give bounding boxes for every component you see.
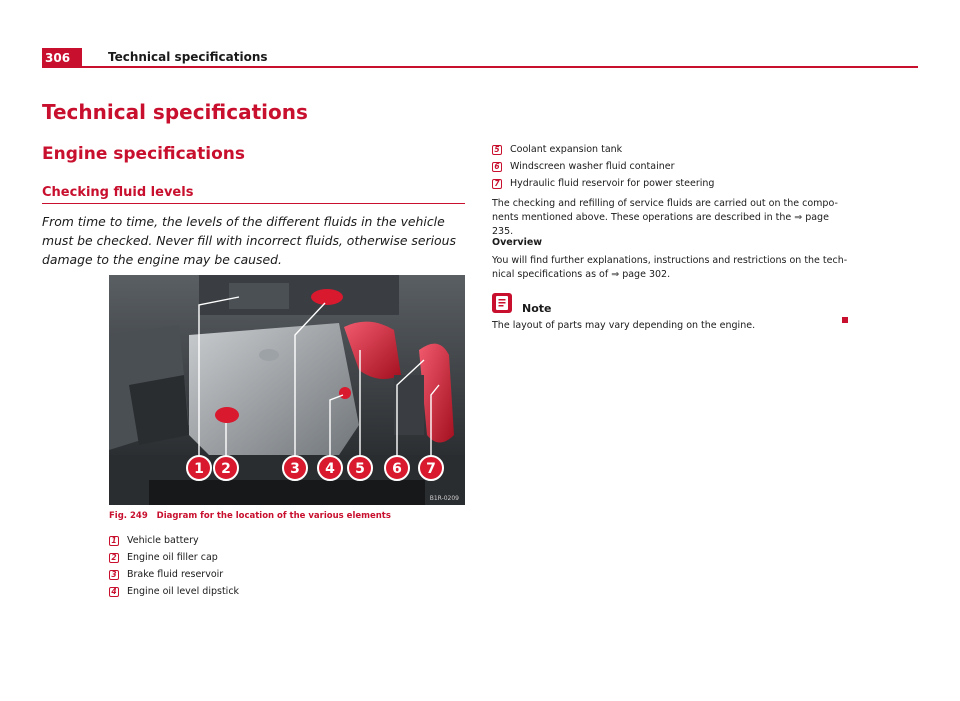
callout-4-label: 4	[325, 461, 335, 477]
caption-label: Fig. 249	[109, 511, 148, 521]
legend-label: Engine oil level dipstick	[127, 586, 240, 597]
engine-bay-figure	[109, 275, 465, 505]
page-number: 306	[42, 48, 82, 68]
legend-label: Hydraulic fluid reservoir for power steering	[510, 178, 715, 189]
legend-label: Vehicle battery	[127, 535, 199, 546]
legend-list-left	[109, 532, 239, 600]
figure-code: B1R-0209	[429, 495, 459, 502]
legend-label: Coolant expansion tank	[510, 144, 623, 155]
subsection-title: Checking fluid levels	[42, 185, 194, 200]
legend-marker: 4	[109, 587, 119, 597]
callout-2-label: 2	[221, 461, 231, 477]
legend-marker: 7	[492, 179, 502, 189]
section-title: Engine specifications	[42, 144, 245, 164]
legend-label: Brake fluid reservoir	[127, 569, 224, 580]
callout-5-label: 5	[355, 461, 365, 477]
callout-7	[419, 456, 443, 480]
legend-marker: 3	[109, 570, 119, 580]
legend-label: Engine oil filler cap	[127, 552, 218, 563]
callout-2	[214, 456, 238, 480]
legend-item	[109, 532, 239, 549]
paragraph-line: The checking and refilling of service fluids are carried out on the compo-	[492, 198, 838, 209]
header-rule	[42, 66, 918, 68]
legend-item	[492, 175, 714, 192]
overview-paragraph	[492, 254, 852, 282]
paragraph-line: nical specifications as of ⇒ page 302.	[492, 269, 671, 280]
legend-item	[492, 158, 714, 175]
legend-list-right	[492, 141, 714, 192]
engine-bay-illustration	[109, 275, 465, 505]
service-fluids-paragraph	[492, 197, 852, 239]
legend-marker: 1	[109, 536, 119, 546]
running-title: Technical specifications	[108, 50, 268, 64]
figure-caption	[109, 511, 391, 521]
paragraph-line: nents mentioned above. These operations are described in the ⇒ page 235.	[492, 212, 829, 237]
callout-3-label: 3	[290, 461, 300, 477]
intro-text: From time to time, the levels of the different fluids in the vehicle must be checked. Never fill with incorrect fluids, otherwise serious damage to the engine may be caused.	[42, 214, 456, 267]
legend-item	[109, 549, 239, 566]
overview-heading: Overview	[492, 237, 543, 248]
paragraph-line: You will find further explanations, instructions and restrictions on the tech-	[492, 255, 848, 266]
legend-label: Windscreen washer fluid container	[510, 161, 675, 172]
callout-6-label: 6	[392, 461, 402, 477]
legend-marker: 2	[109, 553, 119, 563]
note-icon-glyph	[492, 293, 512, 313]
note-label: Note	[522, 302, 552, 315]
note-icon	[492, 293, 512, 313]
legend-item	[492, 141, 714, 158]
legend-marker: 5	[492, 145, 502, 155]
callout-3	[283, 456, 307, 480]
callout-1	[187, 456, 211, 480]
legend-marker: 6	[492, 162, 502, 172]
callout-1-label: 1	[194, 461, 204, 477]
caption-text: Diagram for the location of the various elements	[156, 511, 391, 521]
legend-item	[109, 583, 239, 600]
legend-item	[109, 566, 239, 583]
page-title: Technical specifications	[42, 100, 308, 124]
callout-5	[348, 456, 372, 480]
callout-4	[318, 456, 342, 480]
callout-6	[385, 456, 409, 480]
section-end-mark	[842, 317, 848, 323]
callout-7-label: 7	[426, 461, 436, 477]
note-text: The layout of parts may vary depending on the engine.	[492, 320, 756, 331]
subsection-rule	[42, 203, 465, 204]
